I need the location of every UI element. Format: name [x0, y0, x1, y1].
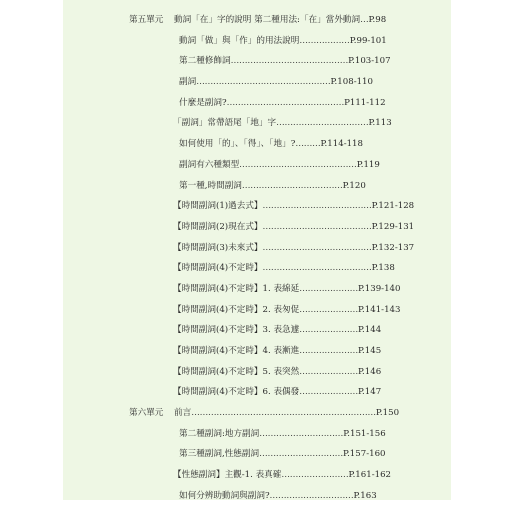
toc-entry: [179, 51, 391, 72]
page-number: P.151-156: [343, 428, 386, 439]
page-number: P111-112: [344, 97, 386, 108]
entry-title: 「副詞」常帶語尾「地」字: [173, 118, 277, 129]
toc-row: [63, 51, 451, 72]
toc-entry: [173, 258, 395, 279]
dot-leader: …………………………: [269, 490, 354, 501]
entry-title: 副詞: [179, 77, 197, 88]
document-page: [63, 0, 451, 500]
toc-row: [63, 320, 451, 341]
entry-title: 【時間副詞(1)過去式】: [173, 201, 263, 212]
page-number: P.163: [353, 490, 377, 501]
entry-title: 【時間副詞(4)不定時】2. 表匆促: [173, 304, 300, 315]
dot-leader: ……………………: [281, 470, 349, 481]
toc-row: [63, 424, 451, 445]
entry-title: 【時間副詞(4)不定時】3. 表急遽: [173, 325, 300, 336]
unit-label: 第五單元: [129, 15, 164, 25]
entry-title: 【時間副詞(4)不定時】5. 表突然: [173, 366, 300, 377]
entry-title: 第一種,時間副詞: [179, 180, 242, 191]
toc-row: [63, 176, 451, 197]
entry-title: 動詞「做」與「作」的用法說明: [179, 35, 300, 46]
page-number: P.138: [371, 263, 395, 274]
page-number: P.121-128: [371, 201, 415, 212]
toc-entry: [173, 217, 414, 238]
toc-row: [63, 93, 451, 114]
toc-row: [63, 134, 451, 155]
dot-leader: …………………………………: [262, 201, 372, 212]
page-number: P.119: [356, 159, 380, 170]
dot-leader: …………………………………: [262, 263, 372, 274]
dot-leader: ……………………………………: [230, 56, 349, 67]
toc-entry: [173, 382, 381, 403]
unit-label: 第六單元: [129, 408, 164, 419]
toc-entry: [179, 486, 377, 507]
toc-entry: [179, 72, 373, 93]
dot-leader: …………………: [299, 346, 358, 356]
dot-leader: …………………………: [259, 449, 344, 460]
toc-entry: [174, 10, 386, 31]
toc-row: [63, 31, 451, 52]
toc-row: [63, 403, 451, 424]
entry-title: 【時間副詞(4)不定時】1. 表綿延: [173, 283, 300, 294]
entry-title: 【時間副詞(3)未來式】: [173, 242, 263, 253]
entry-title: 【時間副詞(2)現在式】: [173, 221, 263, 232]
page-number: P.98: [368, 15, 387, 25]
toc-row: [63, 258, 451, 279]
toc-entry: [179, 93, 386, 114]
entry-title: 【時間副詞(4)不定時】: [173, 263, 263, 274]
dot-leader: …………………: [299, 366, 358, 377]
page-number: P.108-110: [330, 77, 373, 88]
toc-entry: [179, 444, 386, 465]
page-number: P.141-143: [358, 304, 401, 315]
toc-row: [63, 113, 451, 134]
toc-entry: [179, 134, 363, 155]
table-of-contents: [63, 10, 451, 507]
toc-row: [63, 341, 451, 362]
page-number: P.132-137: [371, 242, 415, 253]
toc-row: [63, 10, 451, 31]
toc-row: [63, 465, 451, 486]
toc-row: [63, 238, 451, 259]
page-number: P.139-140: [358, 283, 401, 294]
entry-title: 第二種修飾詞: [179, 56, 231, 67]
entry-title: 如何使用「的」、「得」、「地」?: [179, 139, 296, 150]
page-number: P.157-160: [343, 449, 386, 460]
toc-row: [63, 300, 451, 321]
toc-row: [63, 382, 451, 403]
toc-entry: [179, 31, 387, 52]
page-number: P.147: [358, 387, 382, 398]
page-number: P.114-118: [320, 139, 363, 150]
toc-entry: [173, 238, 414, 259]
page-number: P.99-101: [349, 35, 387, 46]
dot-leader: …………………………………………………………: [191, 408, 376, 419]
toc-row: [63, 155, 451, 176]
page-number: P.120: [342, 180, 366, 191]
toc-entry: [173, 196, 414, 217]
toc-entry: [173, 341, 381, 362]
page-number: P.129-131: [371, 221, 415, 232]
dot-leader: …: [360, 15, 369, 25]
toc-row: [63, 486, 451, 507]
toc-entry: [173, 362, 381, 383]
page-number: P.146: [358, 366, 382, 377]
dot-leader: ………………: [299, 35, 350, 46]
toc-entry: [173, 300, 400, 321]
page-number: P.103-107: [348, 56, 391, 67]
dot-leader: ……………………………………: [226, 97, 345, 108]
dot-leader: …………………: [299, 387, 358, 398]
entry-title: 什麼是副詞?: [179, 97, 227, 108]
page-number: P.161-162: [348, 470, 392, 481]
page-number: P.113: [368, 118, 392, 129]
entry-title: 【時間副詞(4)不定時】4. 表漸進: [173, 346, 300, 356]
toc-row: [63, 72, 451, 93]
dot-leader: ………: [295, 139, 321, 150]
dot-leader: ………………………………: [241, 180, 343, 191]
dot-leader: ……………………………: [276, 118, 369, 129]
toc-row: [63, 444, 451, 465]
dot-leader: ……………………………………: [239, 159, 357, 170]
toc-row: [63, 279, 451, 300]
toc-entry: [173, 113, 392, 134]
toc-row: [63, 196, 451, 217]
dot-leader: …………………………………: [262, 242, 372, 253]
dot-leader: …………………: [299, 325, 358, 336]
entry-title: 【性態副詞】主觀-1. 表真確: [173, 470, 282, 481]
toc-row: [63, 217, 451, 238]
dot-leader: …………………: [299, 304, 358, 315]
dot-leader: …………………………: [259, 428, 344, 439]
entry-title: 副詞有六種類型: [179, 159, 240, 170]
entry-title: 動詞「在」字的說明 第二種用法:「在」當外動詞: [174, 15, 361, 25]
toc-row: [63, 362, 451, 383]
toc-entry: [179, 155, 380, 176]
toc-entry: [173, 320, 381, 341]
entry-title: 前言: [174, 408, 192, 419]
toc-entry: [179, 176, 366, 197]
dot-leader: …………………: [299, 283, 358, 294]
toc-entry: [179, 424, 386, 445]
entry-title: 第三種副詞,性態副詞: [179, 449, 260, 460]
toc-entry: [173, 465, 391, 486]
entry-title: 【時間副詞(4)不定時】6. 表偶發: [173, 387, 300, 398]
page-number: P.144: [358, 325, 382, 336]
toc-entry: [174, 403, 399, 424]
entry-title: 第二種副詞:地方副詞: [179, 428, 260, 439]
page-number: P.150: [375, 408, 400, 419]
dot-leader: …………………………………: [262, 221, 372, 232]
entry-title: 如何分辨助動詞與副詞?: [179, 490, 270, 501]
toc-entry: [173, 279, 400, 300]
page-number: P.145: [358, 346, 382, 356]
dot-leader: …………………………………………: [196, 77, 331, 88]
